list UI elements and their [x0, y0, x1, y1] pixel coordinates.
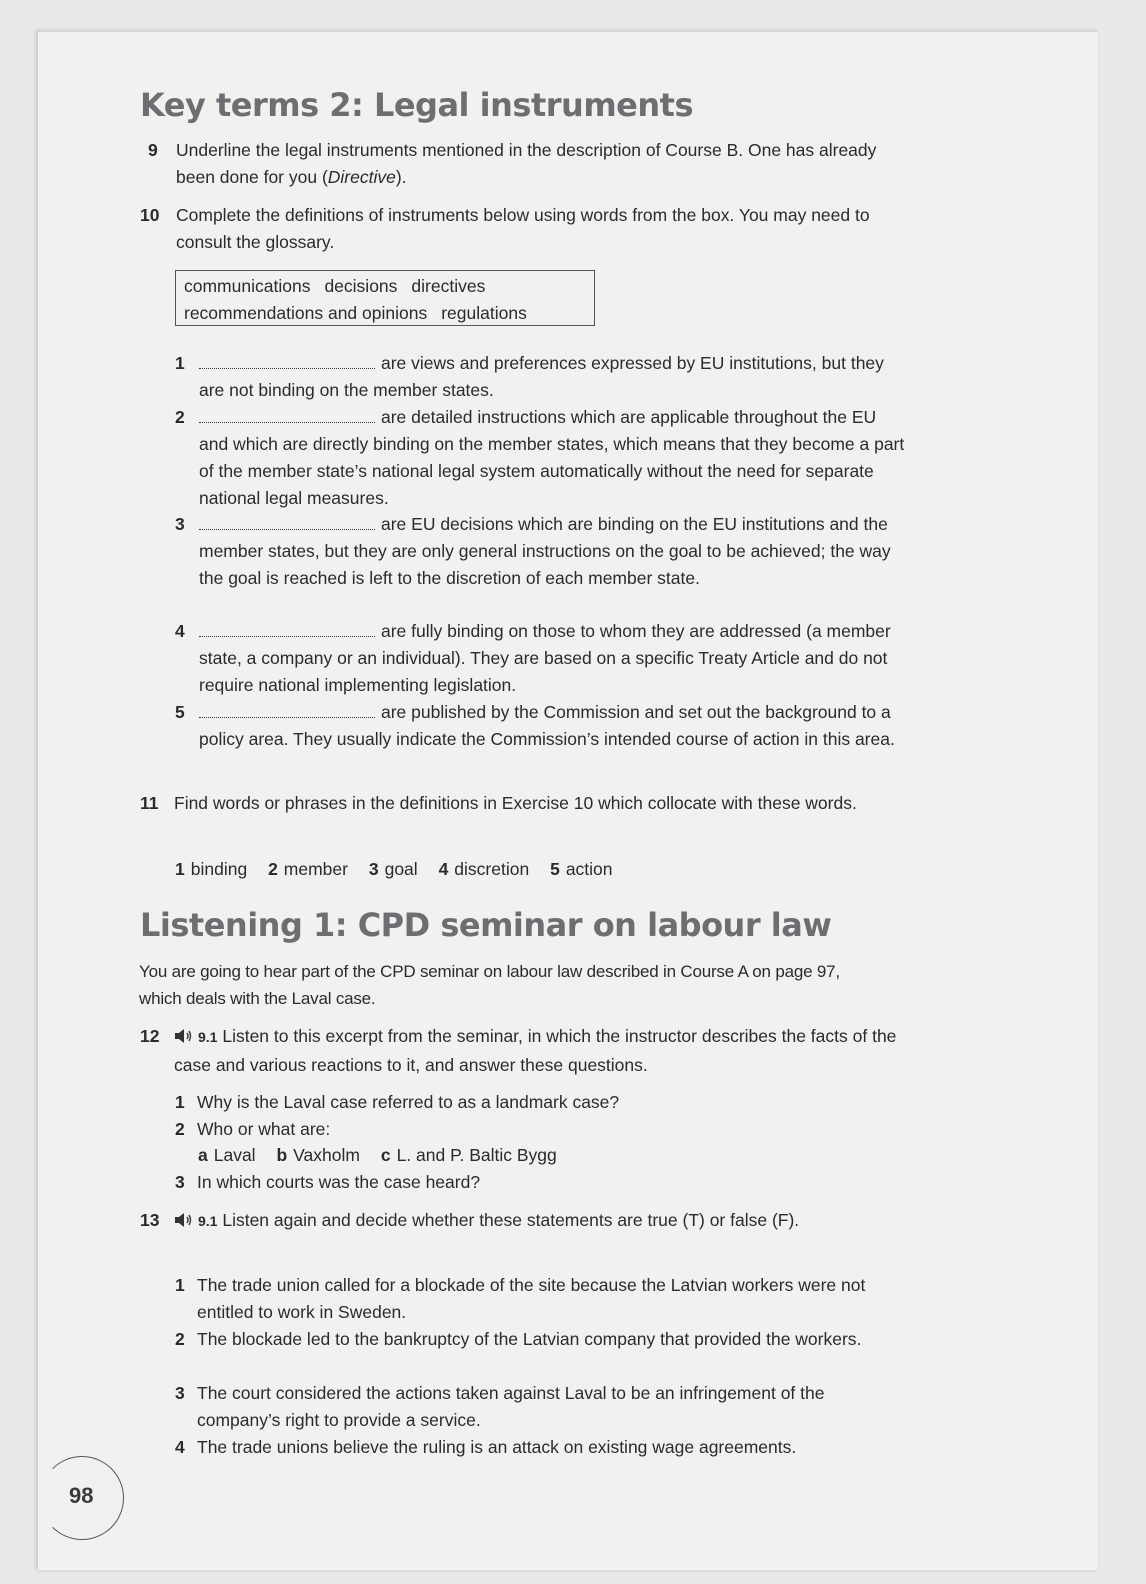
- word-box-line-1: communications decisions directives: [184, 276, 486, 296]
- definition-2: 2 are detailed instructions which are applicable throughout the EU and which are directly binding on the member states, which means that they become a part of the member state’s national legal system automatically without the need for separate national legal measures.: [175, 407, 905, 508]
- exercise-number: 12: [140, 1026, 160, 1046]
- answer-blank[interactable]: [199, 622, 375, 637]
- question-1: 1 Why is the Laval case referred to as a landmark case?: [175, 1092, 620, 1112]
- statement-4: 4 The trade unions believe the ruling is an attack on existing wage agreements.: [175, 1437, 797, 1457]
- answer-blank[interactable]: [199, 515, 375, 530]
- exercise-instruction: Underline the legal instruments mentioned in the description of Course B. One has already been done for you (Directive).: [176, 140, 877, 187]
- exercise-12: [140, 1023, 900, 1079]
- statement-2: 2 The blockade led to the bankruptcy of the Latvian company that provided the workers.: [175, 1329, 862, 1349]
- definition-4: 4 are fully binding on those to whom they are addressed (a member state, a company or an individual). They are based on a specific Treaty Article and do not require national implementing legislation.: [175, 621, 891, 695]
- statement-3: 3 The court considered the actions taken against Laval to be an infringement of the company’s right to provide a service.: [175, 1383, 825, 1430]
- answer-blank[interactable]: [199, 703, 375, 718]
- exercise-number: 9: [148, 140, 158, 160]
- exercise-10: [140, 202, 900, 256]
- exercise-9: [140, 137, 900, 191]
- exercise-13: [140, 1207, 840, 1236]
- speaker-icon: [174, 1025, 198, 1052]
- heading-key-terms: Key terms 2: Legal instruments: [140, 86, 693, 124]
- exercise-instruction: Find words or phrases in the definitions in Exercise 10 which collocate with these words.: [174, 793, 857, 813]
- definition-5: 5 are published by the Commission and set out the background to a policy area. They usually indicate the Commission’s intended course of action in this area.: [175, 702, 895, 749]
- answer-blank[interactable]: [199, 408, 375, 423]
- exercise-number: 11: [140, 793, 159, 813]
- exercise-number: 13: [140, 1210, 160, 1230]
- exercise-instruction: Complete the definitions of instruments below using words from the box. You may need to consult the glossary.: [176, 205, 870, 252]
- exercise-number: 10: [140, 205, 160, 225]
- question-2-options: a Laval b Vaxholm c L. and P. Baltic Bygg: [198, 1145, 557, 1165]
- definition-1: 1 are views and preferences expressed by EU institutions, but they are not binding on the member states.: [175, 353, 884, 400]
- word-box-line-2: recommendations and opinions regulations: [184, 303, 527, 323]
- question-2: 2 Who or what are:: [175, 1119, 331, 1139]
- exercise-11: [140, 790, 880, 817]
- exercise-instruction: 9.1 Listen to this excerpt from the seminar, in which the instructor describes the facts of the case and various reactions to it, and answer these questions.: [174, 1026, 897, 1075]
- exercise-instruction: 9.1 Listen again and decide whether these statements are true (T) or false (F).: [174, 1207, 840, 1236]
- page-number: 98: [69, 1483, 94, 1508]
- heading-listening: Listening 1: CPD seminar on labour law: [140, 906, 832, 944]
- page-top-edge: [38, 30, 1098, 32]
- track-number: 9.1: [198, 1029, 218, 1045]
- track-number: 9.1: [198, 1213, 218, 1229]
- page-number-circle: [40, 1456, 124, 1540]
- statement-1: 1 The trade union called for a blockade of the site because the Latvian workers were not entitled to work in Sweden.: [175, 1275, 866, 1322]
- collocation-words: 1 binding 2 member 3 goal 4 discretion 5 action: [175, 859, 613, 879]
- speaker-icon: [174, 1209, 198, 1236]
- definition-3: 3 are EU decisions which are binding on the EU institutions and the member states, but they are only general instructions on the goal to be achieved; the way the goal is reached is left to the discretion of each member state.: [175, 514, 891, 588]
- word-box: [175, 270, 595, 326]
- listening-intro: You are going to hear part of the CPD seminar on labour law described in Course A on page 97, which deals with the Laval case.: [139, 962, 840, 1008]
- question-3: 3 In which courts was the case heard?: [175, 1172, 481, 1192]
- answer-blank[interactable]: [199, 354, 375, 369]
